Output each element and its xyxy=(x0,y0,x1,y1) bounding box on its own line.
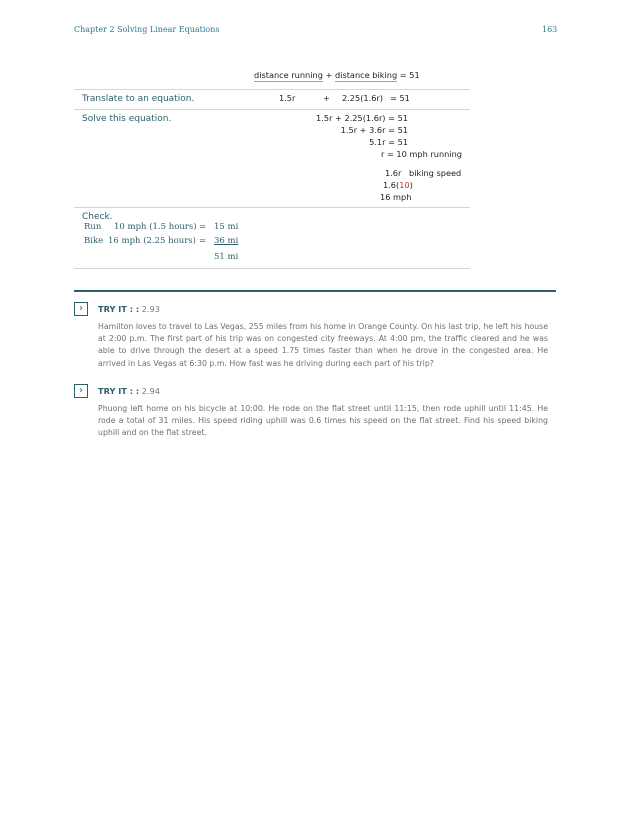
check-row-run: Run xyxy=(84,222,102,232)
substituted-value: 10 xyxy=(399,180,410,190)
distance-running-term: distance running xyxy=(254,70,323,80)
check-run-equals: = xyxy=(199,222,207,232)
chevron-right-icon[interactable]: › xyxy=(74,384,88,398)
try-it-2-94 xyxy=(74,384,554,444)
biking-result: 16 mph xyxy=(380,192,412,202)
row-divider xyxy=(74,109,470,110)
solve-step-2: 1.5r + 3.6r = 51 xyxy=(340,125,408,135)
check-bike-value: 36 mi xyxy=(214,236,239,246)
page-number: 163 xyxy=(542,25,558,34)
translate-equals: = 51 xyxy=(390,93,410,103)
distance-biking-term: distance biking xyxy=(334,70,398,80)
translate-term-2: 2.25(1.6r) xyxy=(342,93,384,103)
section-divider xyxy=(74,290,556,292)
try-it-text: Hamilton loves to travel to Las Vegas, 255 miles from his home in Orange County. On his last trip, he left his house at 2:00 p.m. The first part of his trip was on congested city freeways. At 4:00 pm, the traffic cleared and he was able to drive through the desert at a speed 1.75 times faster than when he drove in the congested area. He arrived in Las Vegas at 6:30 p.m. How fast was he driving during each part of his trip? xyxy=(98,322,548,368)
check-run-expr: 10 mph (1.5 hours) xyxy=(114,222,197,232)
check-run-value: 15 mi xyxy=(214,222,239,232)
check-bike-expr: 16 mph (2.25 hours) xyxy=(108,236,196,246)
row-divider xyxy=(74,207,470,208)
try-it-2-93 xyxy=(74,302,554,372)
plus-sign: + xyxy=(325,70,333,80)
chapter-header: Chapter 2 Solving Linear Equations xyxy=(74,25,220,34)
check-row-bike: Bike xyxy=(84,236,104,246)
solve-step-3: 5.1r = 51 xyxy=(369,137,408,147)
try-it-heading: TRY IT : : 2.93 xyxy=(98,304,160,314)
check-bike-equals: = xyxy=(199,236,207,246)
biking-speed-label: biking speed xyxy=(409,168,462,178)
translate-plus: + xyxy=(323,93,330,103)
check-total: 51 mi xyxy=(214,252,239,262)
check-label: Check. xyxy=(82,212,113,222)
biking-expression: 1.6r xyxy=(385,168,402,178)
translate-term-1: 1.5r xyxy=(279,93,296,103)
translate-label: Translate to an equation. xyxy=(82,94,195,104)
try-it-text: Phuong left home on his bicycle at 10:00. He rode on the flat street until 11:15, then rode uphill until 11:45. He rode a total of 31 miles. His speed riding uphill was 0.6 times his speed on the flat street. Find his speed biking uphill and on the flat street. xyxy=(98,404,548,438)
row-divider xyxy=(74,89,470,90)
try-it-heading: TRY IT : : 2.94 xyxy=(98,386,160,396)
solve-label: Solve this equation. xyxy=(82,114,172,124)
row-divider xyxy=(74,268,470,269)
biking-substitution: 1.6(10) xyxy=(383,180,413,190)
solve-step-4: r = 10 mph running xyxy=(380,149,462,159)
chevron-right-icon[interactable]: › xyxy=(74,302,88,316)
equals-51: = 51 xyxy=(399,70,420,80)
word-equation xyxy=(254,70,420,80)
solve-step-1: 1.5r + 2.25(1.6r) = 51 xyxy=(316,113,408,123)
